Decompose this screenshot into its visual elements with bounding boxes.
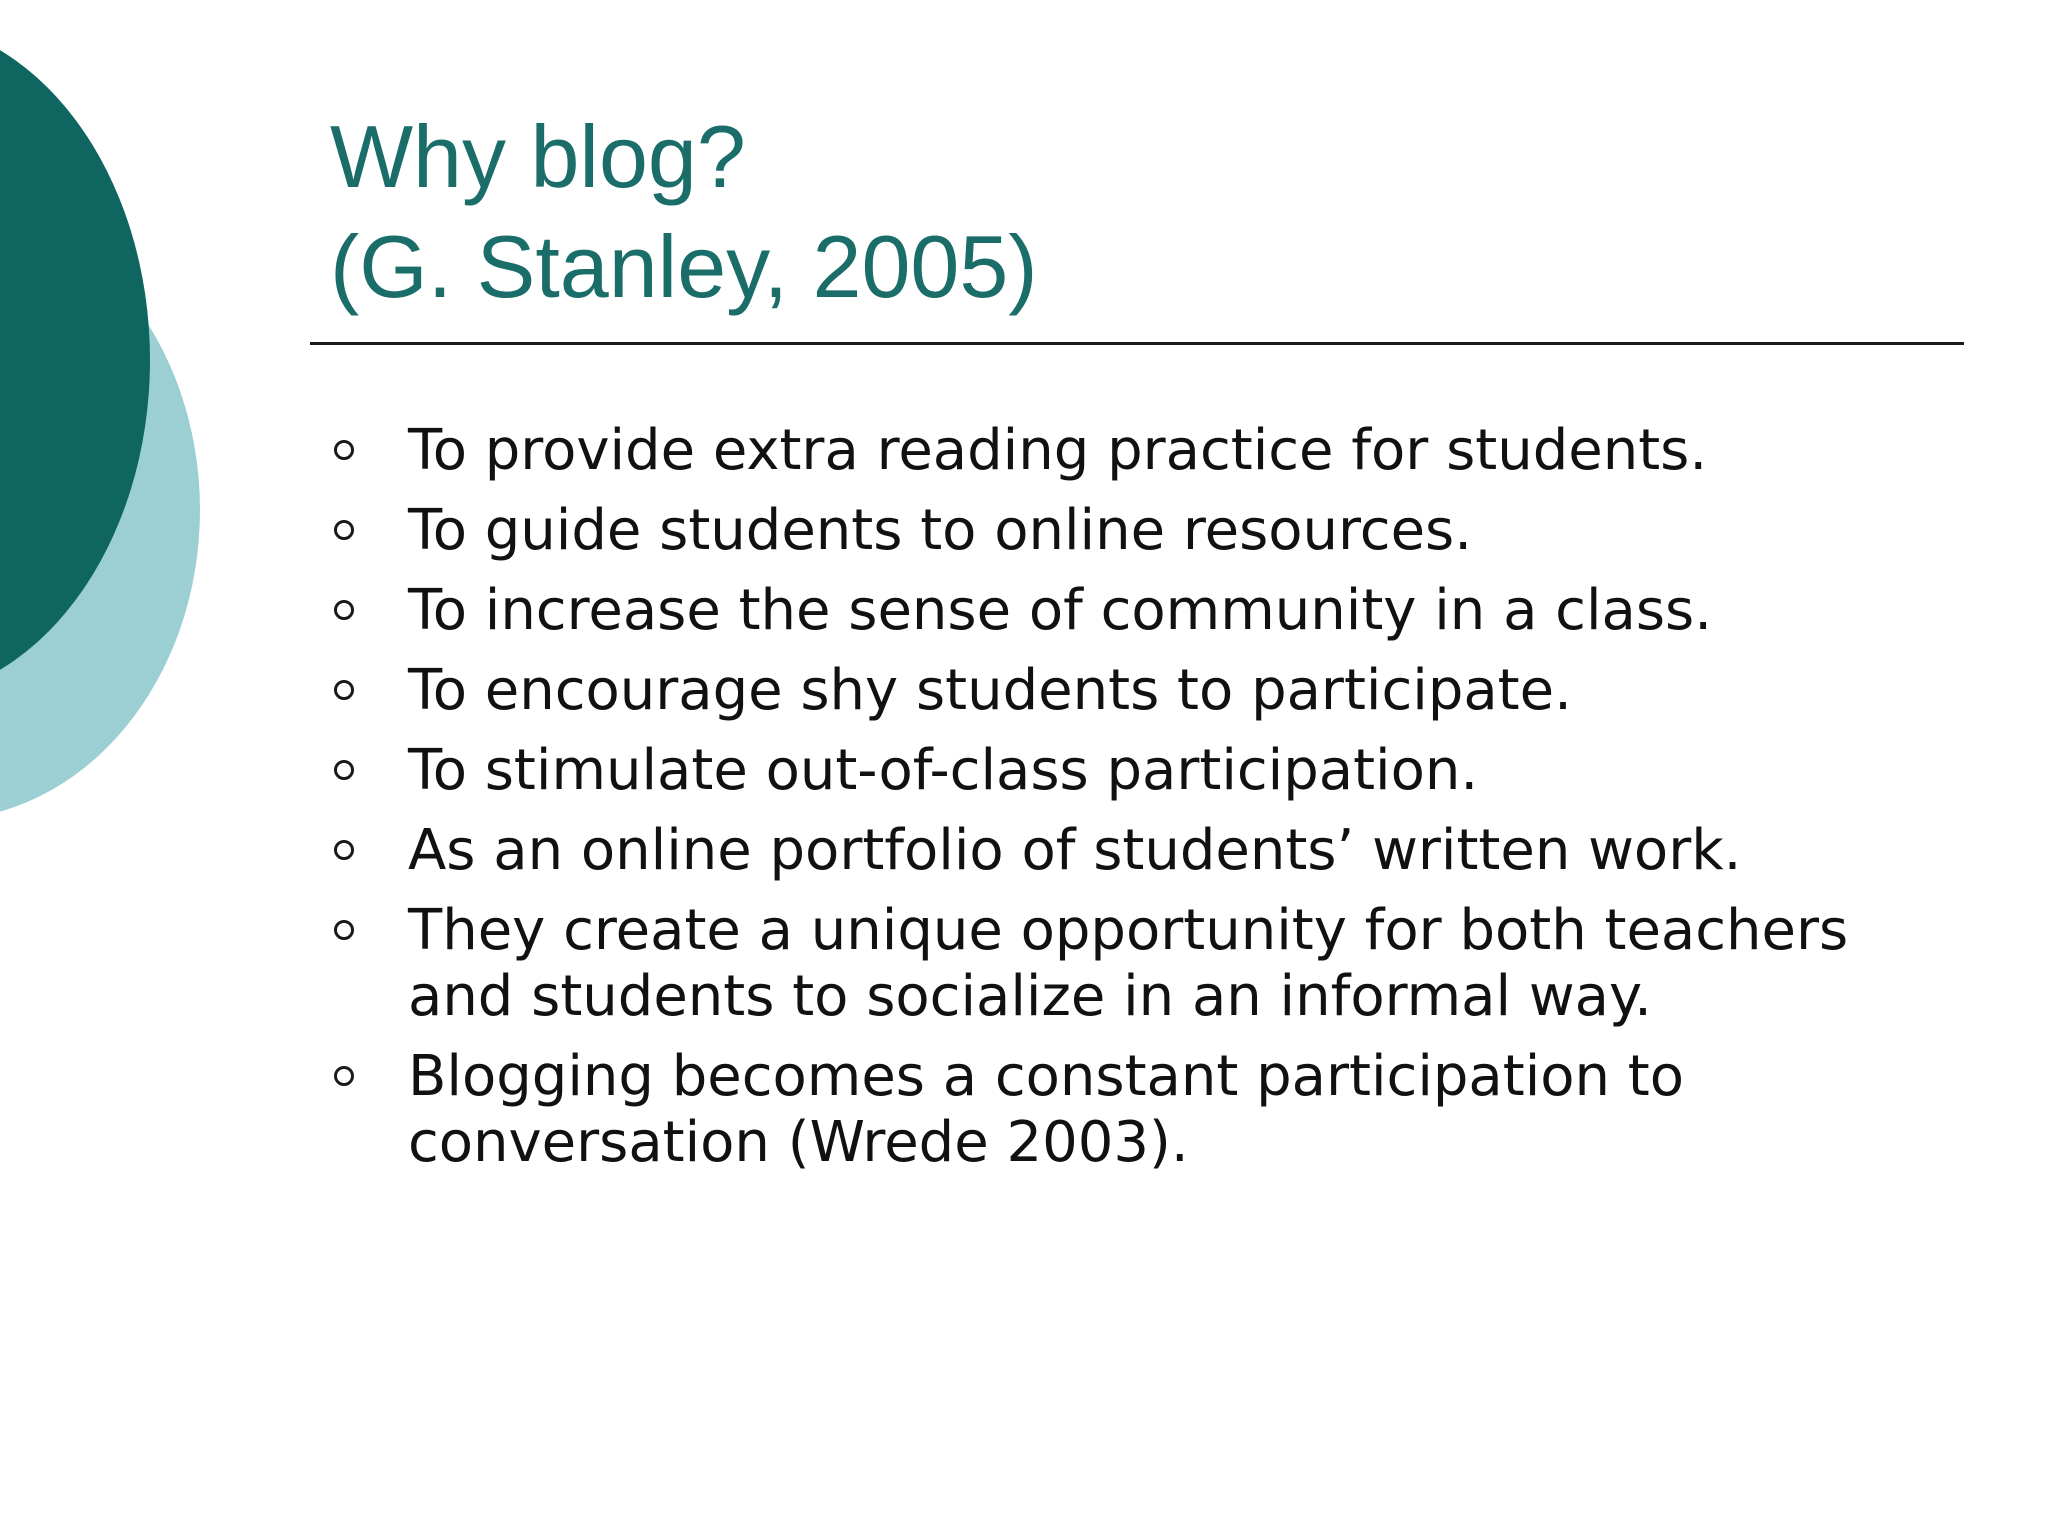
slide-title-line-1: Why blog? (330, 107, 746, 206)
hollow-circle-icon (334, 520, 354, 540)
bullet-item (330, 898, 1970, 1030)
bullet-text: Blogging becomes a constant participation to conversation (Wrede 2003). (408, 1044, 1685, 1175)
title-divider (310, 342, 1964, 345)
bullet-item (330, 818, 1970, 884)
hollow-circle-icon (334, 920, 354, 940)
slide-title-line-2: (G. Stanley, 2005) (330, 217, 1038, 316)
bullet-text: To increase the sense of community in a class. (408, 578, 1712, 643)
hollow-circle-icon (334, 440, 354, 460)
hollow-circle-icon (334, 1066, 354, 1086)
hollow-circle-icon (334, 760, 354, 780)
bullet-text: As an online portfolio of students’ written work. (408, 818, 1742, 883)
bullet-item (330, 658, 1970, 724)
bullet-text: To stimulate out-of-class participation. (408, 738, 1479, 803)
bullet-item (330, 418, 1970, 484)
slide-title (330, 102, 1038, 322)
hollow-circle-icon (334, 680, 354, 700)
bullet-item (330, 578, 1970, 644)
bullet-text: To provide extra reading practice for students. (408, 418, 1708, 483)
bullet-item (330, 1044, 1970, 1176)
bullet-item (330, 738, 1970, 804)
hollow-circle-icon (334, 600, 354, 620)
hollow-circle-icon (334, 840, 354, 860)
bullet-text: They create a unique opportunity for both teachers and students to socialize in an informal way. (408, 898, 1849, 1029)
bullet-item (330, 498, 1970, 564)
bullet-list (330, 418, 1970, 1190)
bullet-text: To encourage shy students to participate. (408, 658, 1572, 723)
bullet-text: To guide students to online resources. (408, 498, 1473, 563)
